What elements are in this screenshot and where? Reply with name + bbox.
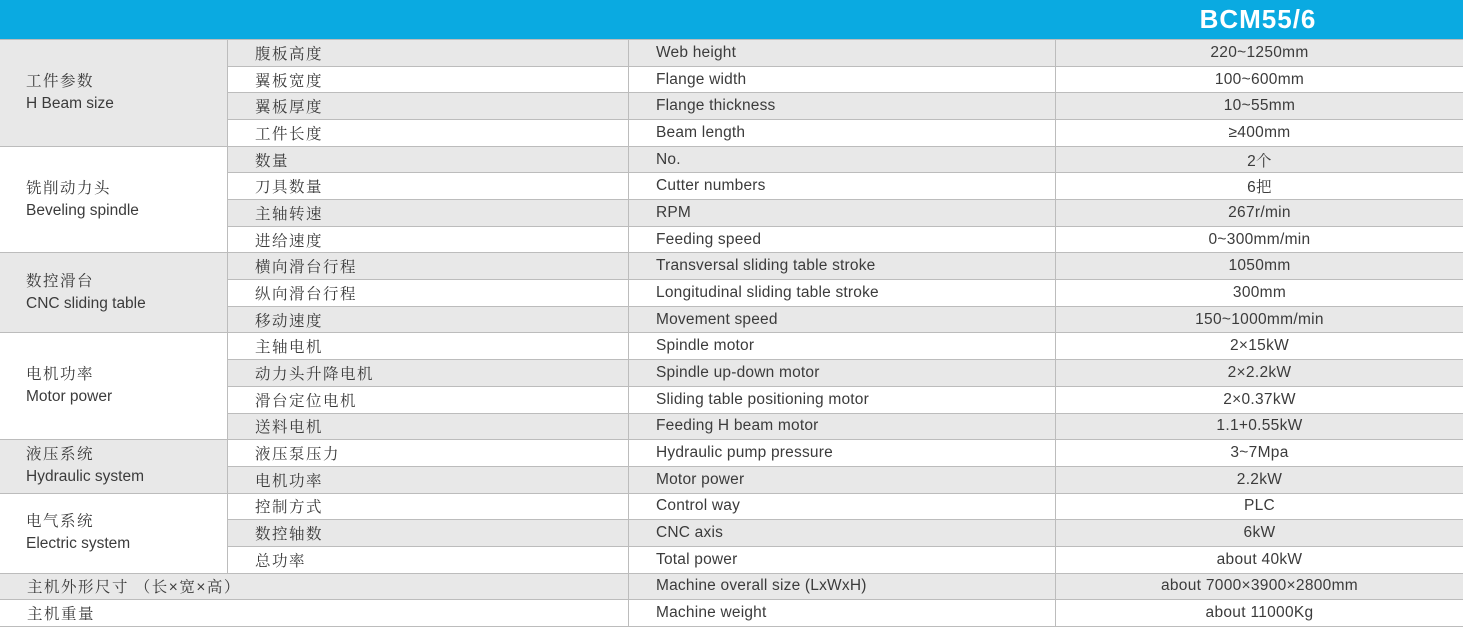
group-cell: [0, 253, 227, 332]
param-name-cn: 进给速度: [228, 227, 628, 253]
param-name-en: Movement speed: [629, 307, 1055, 333]
param-name-en: RPM: [629, 200, 1055, 226]
param-name-en: Longitudinal sliding table stroke: [629, 280, 1055, 306]
param-value: 300mm: [1056, 280, 1463, 306]
group-cell: [0, 440, 227, 492]
param-value: 2个: [1056, 147, 1463, 173]
group-label-en: Electric system: [26, 535, 131, 553]
param-value: about 40kW: [1056, 547, 1463, 573]
param-value: 0~300mm/min: [1056, 227, 1463, 253]
param-value: 1.1+0.55kW: [1056, 414, 1463, 440]
group-label-cn: 电机功率: [26, 366, 95, 384]
param-value: 10~55mm: [1056, 93, 1463, 119]
param-name-en: Flange width: [629, 67, 1055, 93]
param-value: 6kW: [1056, 520, 1463, 546]
param-value: 2×0.37kW: [1056, 387, 1463, 413]
param-value: 2.2kW: [1056, 467, 1463, 493]
param-name-en: No.: [629, 147, 1055, 173]
footer-value: about 11000Kg: [1056, 600, 1463, 626]
group-label-cn: 工件参数: [26, 72, 95, 90]
footer-name-en: Machine overall size (LxWxH): [629, 574, 1055, 600]
param-name-en: Flange thickness: [629, 93, 1055, 119]
param-name-en: Motor power: [629, 467, 1055, 493]
param-name-cn: 腹板高度: [228, 40, 628, 66]
param-value: 2×15kW: [1056, 333, 1463, 359]
param-name-cn: 横向滑台行程: [228, 253, 628, 279]
param-name-cn: 翼板厚度: [228, 93, 628, 119]
param-value: 3~7Mpa: [1056, 440, 1463, 466]
param-value: 220~1250mm: [1056, 40, 1463, 66]
group-cell: [0, 40, 227, 146]
param-name-cn: 翼板宽度: [228, 67, 628, 93]
param-name-cn: 滑台定位电机: [228, 387, 628, 413]
param-name-cn: 主轴电机: [228, 333, 628, 359]
param-name-en: Total power: [629, 547, 1055, 573]
param-name-cn: 刀具数量: [228, 173, 628, 199]
group-label-cn: 数控滑台: [26, 272, 95, 290]
model-title: BCM55/6: [1199, 4, 1317, 34]
group-cell: [0, 494, 227, 573]
param-name-cn: 动力头升降电机: [228, 360, 628, 386]
param-value: PLC: [1056, 494, 1463, 520]
param-name-en: Spindle motor: [629, 333, 1055, 359]
param-name-en: CNC axis: [629, 520, 1055, 546]
footer-name-cn: 主机外形尺寸 （长×宽×高）: [0, 574, 628, 600]
group-label-en: Hydraulic system: [26, 468, 144, 486]
param-value: ≥400mm: [1056, 120, 1463, 146]
param-name-cn: 液压泵压力: [228, 440, 628, 466]
param-name-cn: 送料电机: [228, 414, 628, 440]
param-name-en: Transversal sliding table stroke: [629, 253, 1055, 279]
group-label-cn: 铣削动力头: [26, 179, 112, 197]
param-value: 6把: [1056, 173, 1463, 199]
param-value: 2×2.2kW: [1056, 360, 1463, 386]
param-name-en: Cutter numbers: [629, 173, 1055, 199]
param-name-en: Sliding table positioning motor: [629, 387, 1055, 413]
param-value: 100~600mm: [1056, 67, 1463, 93]
param-value: 150~1000mm/min: [1056, 307, 1463, 333]
param-name-en: Control way: [629, 494, 1055, 520]
param-name-cn: 纵向滑台行程: [228, 280, 628, 306]
spec-table: [0, 39, 1463, 627]
group-label-cn: 液压系统: [26, 446, 95, 464]
footer-value: about 7000×3900×2800mm: [1056, 574, 1463, 600]
param-name-cn: 数量: [228, 147, 628, 173]
param-name-cn: 总功率: [228, 547, 628, 573]
group-label-cn: 电气系统: [26, 513, 95, 531]
group-cell: [0, 333, 227, 439]
footer-name-cn: 主机重量: [0, 600, 628, 626]
footer-name-en: Machine weight: [629, 600, 1055, 626]
group-label-en: H Beam size: [26, 94, 114, 112]
param-value: 1050mm: [1056, 253, 1463, 279]
param-name-cn: 电机功率: [228, 467, 628, 493]
param-name-cn: 数控轴数: [228, 520, 628, 546]
header-bar: [0, 0, 1463, 39]
param-name-en: Feeding H beam motor: [629, 414, 1055, 440]
param-name-en: Hydraulic pump pressure: [629, 440, 1055, 466]
group-cell: [0, 147, 227, 253]
param-name-en: Feeding speed: [629, 227, 1055, 253]
param-name-cn: 主轴转速: [228, 200, 628, 226]
group-label-en: CNC sliding table: [26, 294, 146, 312]
param-name-cn: 移动速度: [228, 307, 628, 333]
param-name-en: Web height: [629, 40, 1055, 66]
param-name-en: Spindle up-down motor: [629, 360, 1055, 386]
param-name-en: Beam length: [629, 120, 1055, 146]
group-label-en: Motor power: [26, 388, 113, 406]
group-label-en: Beveling spindle: [26, 201, 139, 219]
param-name-cn: 工件长度: [228, 120, 628, 146]
param-value: 267r/min: [1056, 200, 1463, 226]
param-name-cn: 控制方式: [228, 494, 628, 520]
